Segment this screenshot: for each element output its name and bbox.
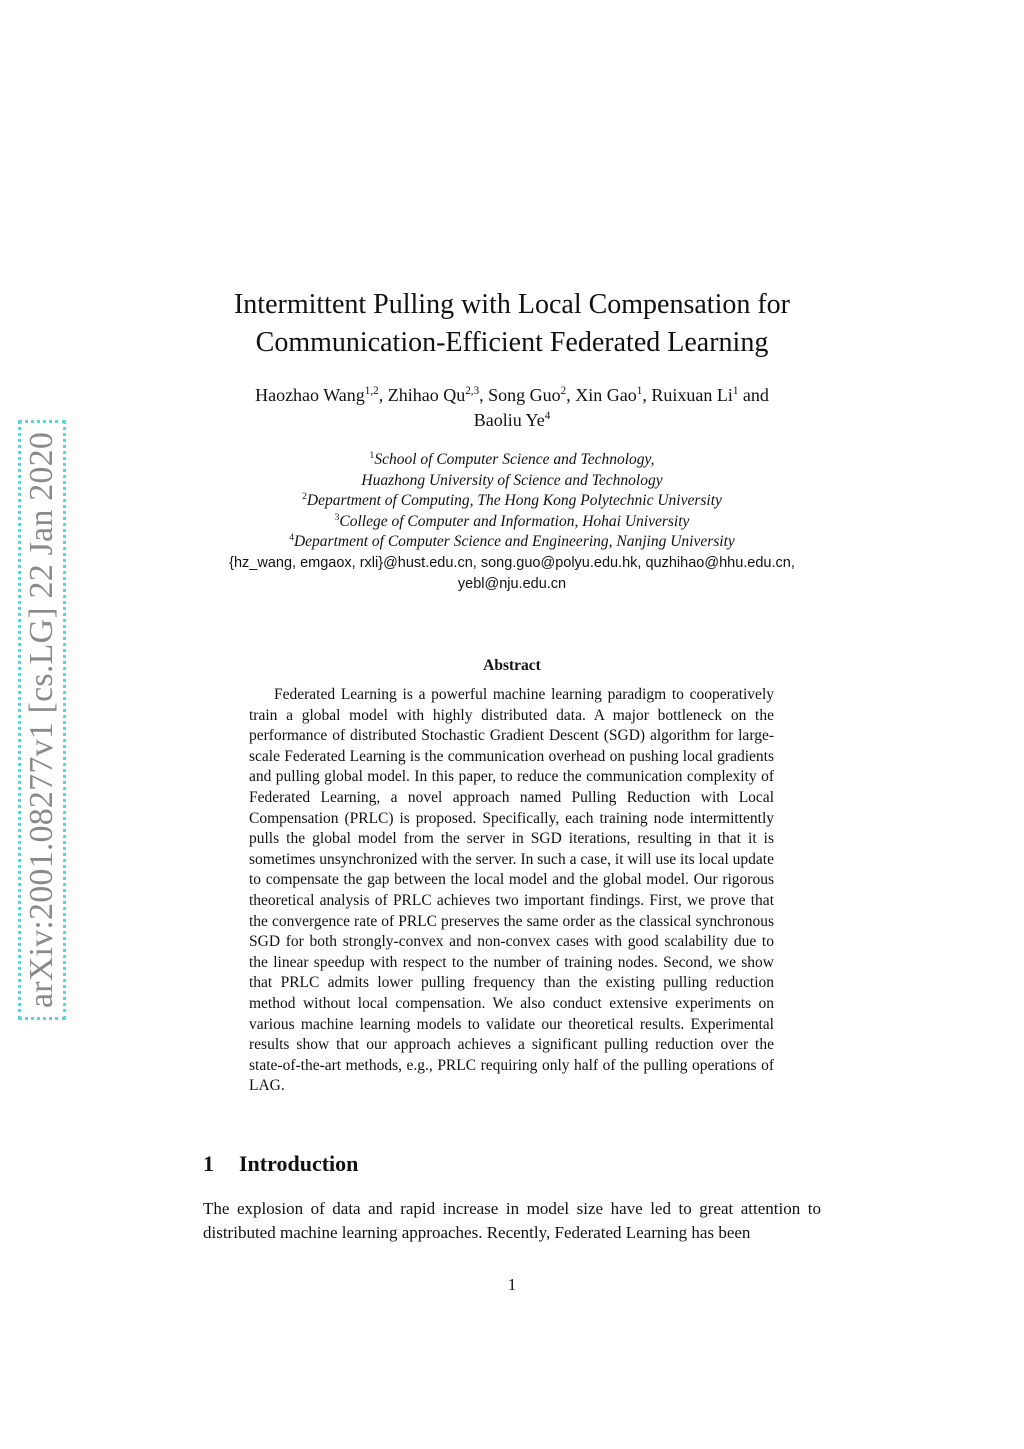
abstract-text: Federated Learning is a powerful machine learning paradigm to cooperatively train a global model with highly distributed data. A major bottleneck on the performance of distributed Stochastic Gradient Descent (SGD) algorithm for large-scale Federated Learning is the communication overhead on pushing local gradients and pulling global model. In this paper, to reduce the communication complexity of Federated Learning, a novel approach named Pulling Reduction with Local Compensation (PRLC) is proposed. Specifically, each training node intermittently pulls the global model from the server in SGD iterations, resulting in that it is sometimes unsynchronized with the server. In such a case, it will use its local update to compensate the gap between the local model and the global model. Our rigorous theoretical analysis of PRLC achieves two important findings. First, we prove that the convergence rate of PRLC preserves the same order as the classical synchronous SGD for both strongly-convex and non-convex cases with good scalability due to the linear speedup with respect to the number of training nodes. Second, we show that PRLC admits lower pulling frequency than the existing pulling reduction method without local compensation. We also conduct extensive experiments on various machine learning models to validate our theoretical results. Experimental results show that our approach achieves a significant pulling reduction over the state-of-the-art methods, e.g., PRLC requiring only half of the pulling operations of LAG. bbox=[249, 686, 774, 1095]
affiliation-sup: 3 bbox=[334, 511, 340, 523]
title-line-2: Communication-Efficient Federated Learning bbox=[255, 327, 769, 358]
affiliation-sup: 1 bbox=[369, 449, 375, 461]
author-affil-sup: 1 bbox=[636, 385, 643, 397]
author-affil-sup: 2 bbox=[560, 385, 567, 397]
affiliation-line bbox=[160, 471, 864, 492]
arxiv-identifier: arXiv:2001.08277v1 [cs.LG] 22 Jan 2020 bbox=[23, 431, 60, 1009]
affiliation-line bbox=[160, 450, 864, 471]
email-line-2: yebl@nju.edu.cn bbox=[457, 575, 567, 592]
author-separator: , bbox=[642, 385, 652, 405]
section-number: 1 bbox=[203, 1151, 214, 1176]
author-affil-sup: 1 bbox=[732, 385, 739, 397]
title-line-1: Intermittent Pulling with Local Compensation for bbox=[233, 289, 791, 320]
affiliation-text: Department of Computer Science and Engineering, Nanjing University bbox=[293, 533, 735, 551]
affiliation-line bbox=[160, 532, 864, 553]
author-separator: and bbox=[738, 385, 769, 405]
author-name: Ruixuan Li bbox=[651, 385, 733, 405]
introduction-text: The explosion of data and rapid increase in model size have led to great attention to distributed machine learning approaches. Recently, Federated Learning has been bbox=[203, 1199, 821, 1242]
author-affil-sup: 2,3 bbox=[465, 385, 480, 397]
affiliation-text: Huazhong University of Science and Technology bbox=[361, 471, 663, 489]
author-name: Song Guo bbox=[488, 385, 561, 405]
author-name: Baoliu Ye bbox=[473, 410, 545, 430]
affiliation-sup: 2 bbox=[302, 491, 307, 503]
author-name: Xin Gao bbox=[575, 385, 637, 405]
affiliation-text: School of Computer Science and Technology, bbox=[374, 451, 655, 468]
author-line-1 bbox=[160, 383, 864, 408]
affiliation-line bbox=[160, 512, 864, 533]
affiliation-text: College of Computer and Information, Hohai University bbox=[339, 512, 690, 530]
author-separator: , bbox=[378, 385, 388, 405]
author-list bbox=[160, 383, 864, 433]
abstract-heading: Abstract bbox=[483, 657, 541, 674]
author-separator: , bbox=[566, 385, 576, 405]
author-name: Zhihao Qu bbox=[387, 385, 466, 405]
paper-title bbox=[160, 286, 864, 362]
affiliations bbox=[160, 450, 864, 594]
author-separator: , bbox=[479, 385, 489, 405]
affiliation-line bbox=[160, 491, 864, 512]
affiliation-sup: 4 bbox=[289, 532, 294, 544]
author-line-2 bbox=[160, 408, 864, 433]
page-number: 1 bbox=[507, 1275, 517, 1294]
affiliation-text: Department of Computing, The Hong Kong Polytechnic University bbox=[306, 492, 722, 510]
section-title: Introduction bbox=[239, 1151, 359, 1176]
section-heading bbox=[203, 1151, 358, 1177]
email-line-1: {hz_wang, emgaox, rxli}@hust.edu.cn, song.guo@polyu.edu.hk, quzhihao@hhu.edu.cn, bbox=[229, 554, 795, 571]
author-affil-sup: 4 bbox=[544, 410, 551, 422]
author-affil-sup: 1,2 bbox=[364, 385, 379, 397]
author-name: Haozhao Wang bbox=[255, 385, 365, 405]
